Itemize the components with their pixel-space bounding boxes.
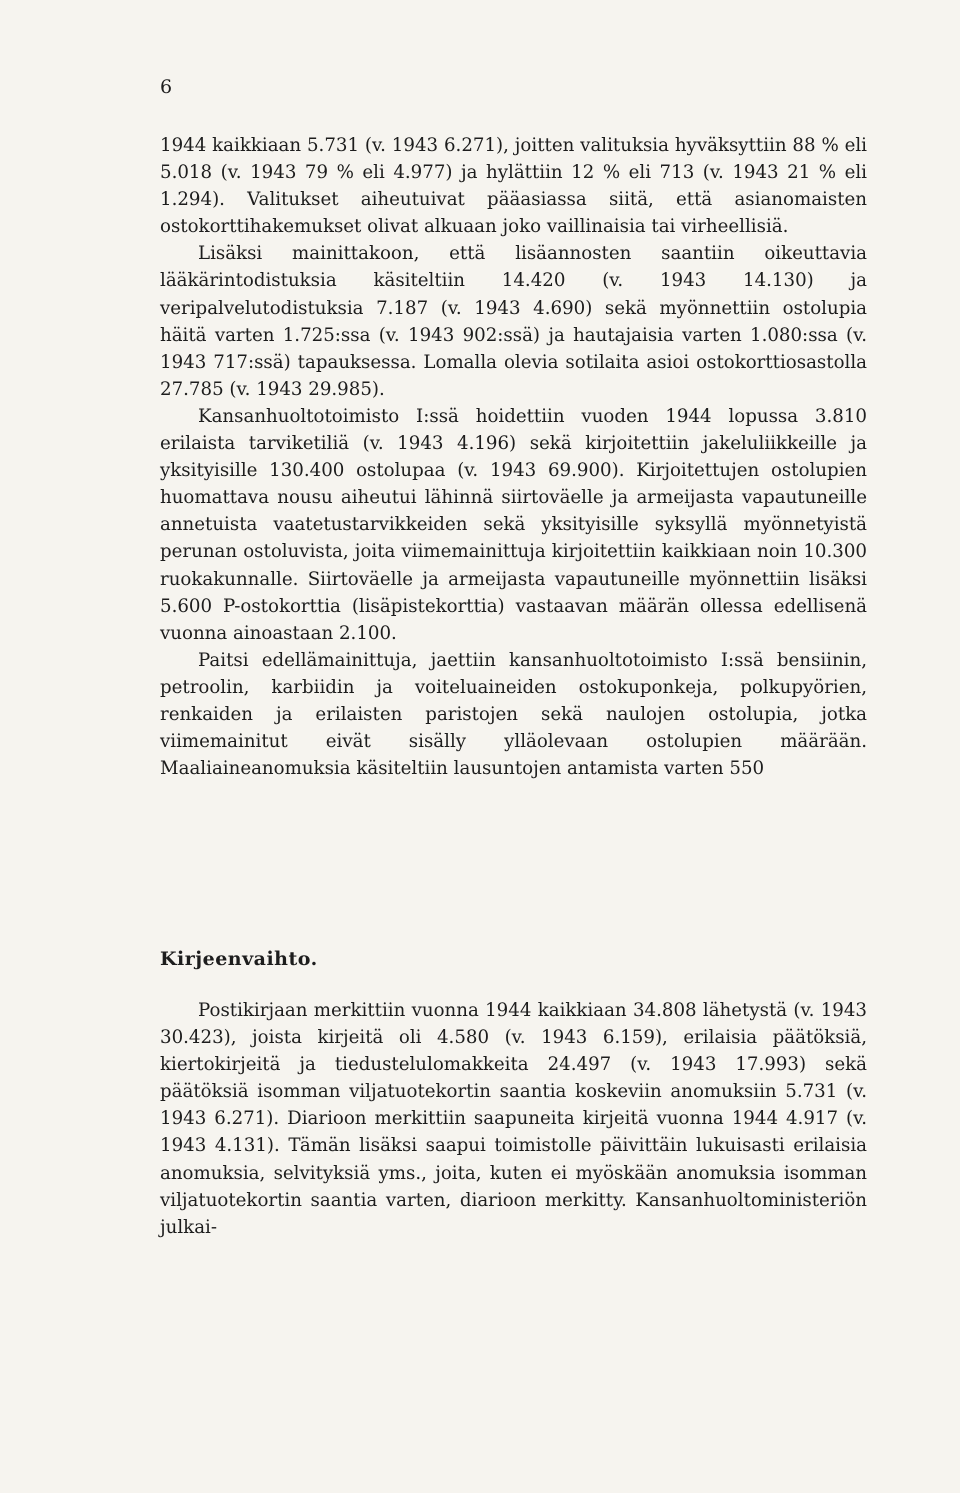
paragraph-certificates: Lisäksi mainittakoon, että lisäannosten saantiin oikeuttavia lääkärintodistuksia käsiteltiin 14.420 (v. 1943 14.130) ja veripalvelutodistuksia 7.187 (v. 1943 4.690) sekä myönnettiin ostolupia häitä varten 1.725:ssa (v. 1943 902:ssä) ja hautajaisia varten 1.080:ssa (v. 1943 717:ssä) tapauksessa. Lomalla olevia sotilaita asioi ostokorttiosastolla 27.785 (v. 1943 29.985). [160, 243, 867, 400]
paragraph-coupons: Paitsi edellämainittuja, jaettiin kansanhuoltotoimisto I:ssä bensiinin, petroolin, karbiidin ja voiteluaineiden ostokuponkeja, polkupyörien, renkaiden ja erilaisten paristojen sekä naulojen ostolupia, jotka viimemainitut eivät sisälly ylläolevaan ostolupien määrään. Maaliaineanomuksia käsiteltiin lausuntojen antamista varten 550 [160, 649, 867, 780]
main-text [160, 132, 867, 782]
paragraph-accounts: Kansanhuoltotoimisto I:ssä hoidettiin vuoden 1944 lopussa 3.810 erilaista tarviketiliä (v. 1943 4.196) sekä kirjoitettiin jakeluliikkeille ja yksityisille 130.400 ostolupaa (v. 1943 69.900). Kirjoitettujen ostolupien huomattava nousu aiheutui lähinnä siirtoväelle ja armeijasta vapautuneille annetuista vaatetustarvikkeiden sekä yksityisille syksyllä myönnetyistä perunan ostoluvista, joita viimemainittuja kirjoitettiin kaikkiaan noin 10.300 ruokakunnalle. Siirtoväelle ja armeijasta vapautuneille myönnettiin lisäksi 5.600 P-ostokorttia (lisäpistekorttia) vastaavan määrän ollessa edellisenä vuonna ainoastaan 2.100. [160, 405, 867, 644]
paragraph-correspondence: Postikirjaan merkittiin vuonna 1944 kaikkiaan 34.808 lähetystä (v. 1943 30.423), joista kirjeitä oli 4.580 (v. 1943 6.159), erilaisia päätöksiä, kiertokirjeitä ja tiedustelulomakkeita 24.497 (v. 1943 17.993) sekä päätöksiä isomman viljatuotekortin saantia koskeviin anomuksiin 5.731 (v. 1943 6.271). Diarioon merkittiin saapuneita kirjeitä vuonna 1944 4.917 (v. 1943 4.131). Tämän lisäksi saapui toimistolle päivittäin lukuisasti erilaisia anomuksia, selvityksiä yms., joita, kuten ei myöskään anomuksia isomman viljatuotekortin saantia varten, diarioon merkitty. Kansanhuoltoministeriön julkai- [160, 1000, 867, 1238]
section-heading: Kirjeenvaihto. [160, 948, 318, 970]
paragraph-appeals: 1944 kaikkiaan 5.731 (v. 1943 6.271), joitten valituksia hyväksyttiin 88 % eli 5.018 (v. 1943 79 % eli 4.977) ja hylättiin 12 % eli 713 (v. 1943 21 % eli 1.294). Valitukset aiheutuivat pääasiassa siitä, että asianomaisten ostokorttihakemukset olivat alkuaan joko vaillinaisia tai virheellisiä. [160, 135, 867, 238]
correspondence-text [160, 997, 867, 1241]
page-number: 6 [160, 76, 173, 98]
